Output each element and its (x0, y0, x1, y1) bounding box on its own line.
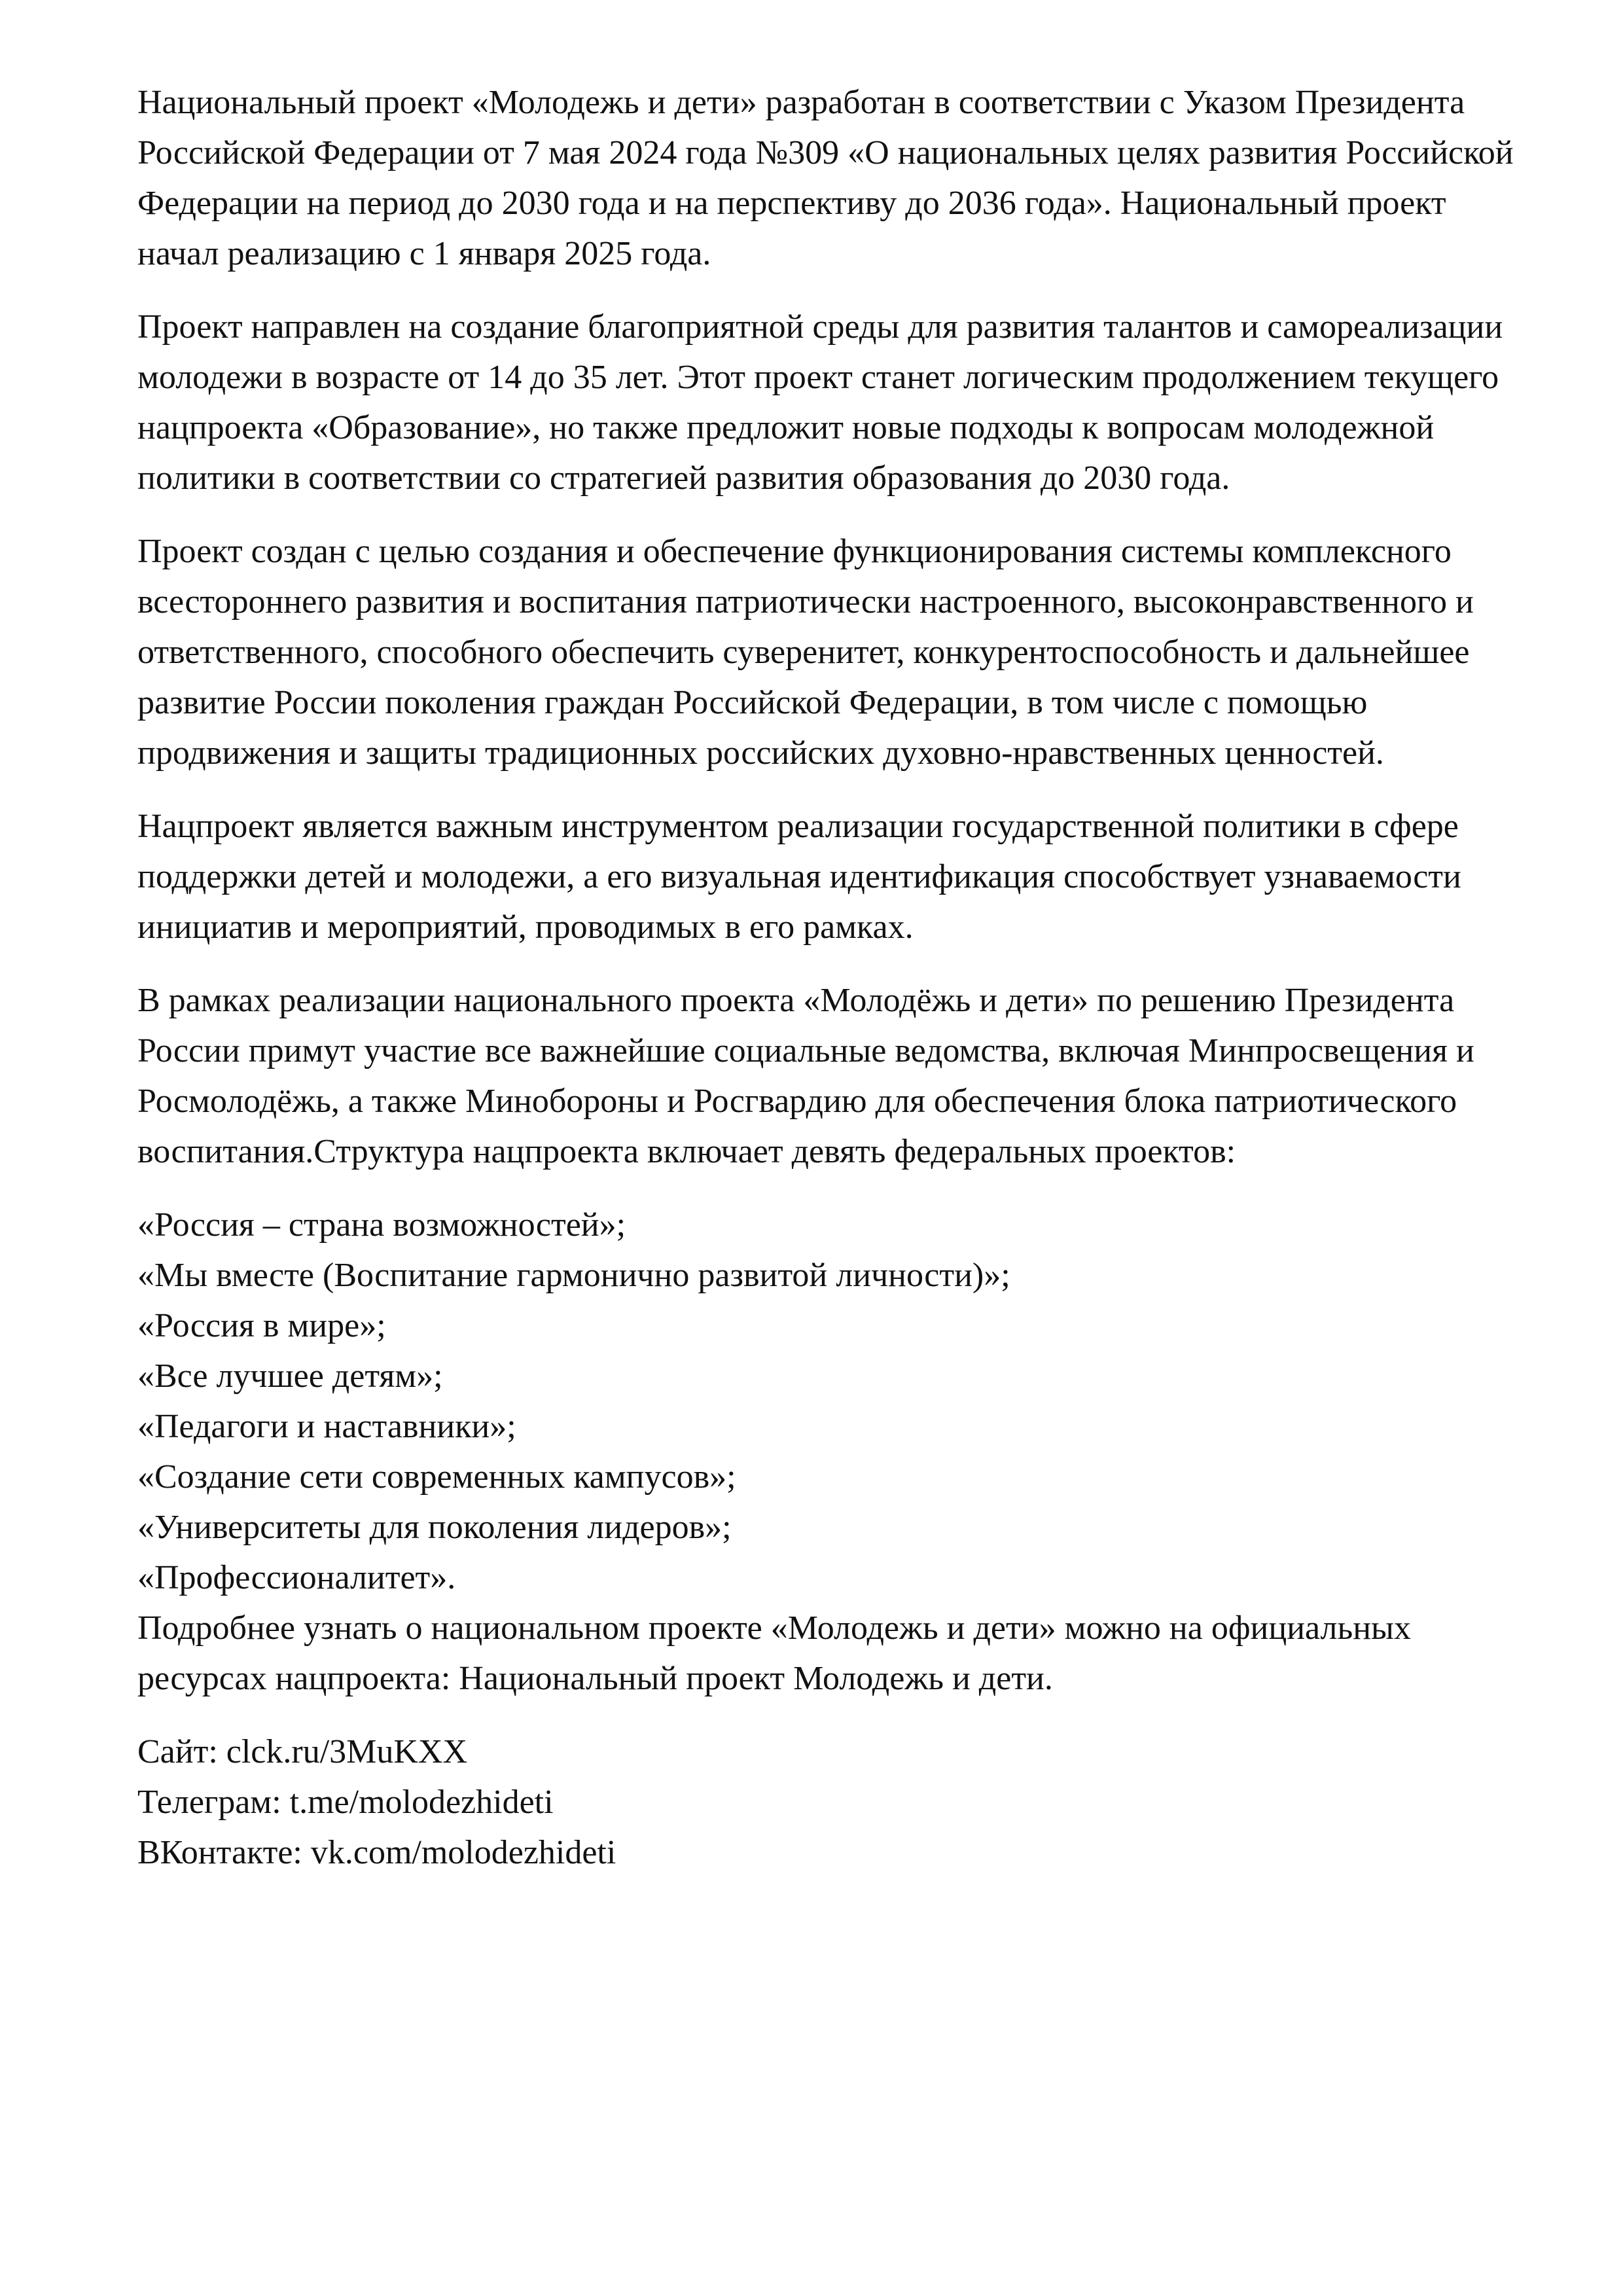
paragraph-goal: Проект направлен на создание благоприятной среды для развития талантов и самореализации молодежи в возрасте от 14 до 35 лет. Этот проект станет логическим продолжением текущего нацпроекта «Образование», но также предложит новые подходы к вопросам молодежной политики в соответствии со стратегией развития образования до 2030 года. (137, 308, 1503, 497)
federal-projects-list (137, 1200, 1518, 1603)
paragraph-instrument: Нацпроект является важным инструментом реализации государственной политики в сфере поддержки детей и молодежи, а его визуальная идентификация способствует узнаваемости инициатив и мероприятий, проводимых в его рамках. (137, 808, 1461, 946)
list-item: «Профессионалитет». (137, 1559, 456, 1596)
site-link[interactable]: Сайт: clck.ru/3MuKXX (137, 1733, 468, 1770)
list-item: «Педагоги и наставники»; (137, 1408, 516, 1445)
list-item: «Россия в мире»; (137, 1307, 386, 1344)
list-item: «Все лучшее детям»; (137, 1357, 443, 1395)
list-item: «Создание сети современных кампусов»; (137, 1458, 736, 1496)
list-item: «Мы вместе (Воспитание гармонично развитой личности)»; (137, 1257, 1010, 1294)
paragraph-purpose: Проект создан с целью создания и обеспечение функционирования системы комплексного всестороннего развития и воспитания патриотически настроенного, высоконравственного и ответственного, способного обеспечить суверенитет, конкурентоспособность и дальнейшее развитие России поколения граждан Российской Федерации, в том числе с помощью продвижения и защиты традиционных российских духовно-нравственных ценностей. (137, 533, 1474, 772)
more-info-text: Подробнее узнать о национальном проекте «Молодежь и дети» можно на официальных ресурсах нацпроекта: Национальный проект Молодежь и дети. (137, 1609, 1411, 1697)
list-item: «Россия – страна возможностей»; (137, 1206, 626, 1244)
document-page (137, 77, 1518, 1878)
contacts-block (137, 1727, 1518, 1878)
paragraph-intro: Национальный проект «Молодежь и дети» разработан в соответствии с Указом Президента Российской Федерации от 7 мая 2024 года №309 «О национальных целях развития Российской Федерации на период до 2030 года и на перспективу до 2036 года». Национальный проект начал реализацию с 1 января 2025 года. (137, 84, 1514, 272)
paragraph-structure: В рамках реализации национального проекта «Молодёжь и дети» по решению Президента России примут участие все важнейшие социальные ведомства, включая Минпросвещения и Росмолодёжь, а также Минобороны и Росгвардию для обеспечения блока патриотического воспитания.Структура нацпроекта включает девять федеральных проектов: (137, 982, 1474, 1170)
telegram-link[interactable]: Телеграм: t.me/molodezhideti (137, 1784, 554, 1821)
vk-link[interactable]: ВКонтакте: vk.com/molodezhideti (137, 1834, 616, 1871)
list-item: «Университеты для поколения лидеров»; (137, 1509, 732, 1546)
